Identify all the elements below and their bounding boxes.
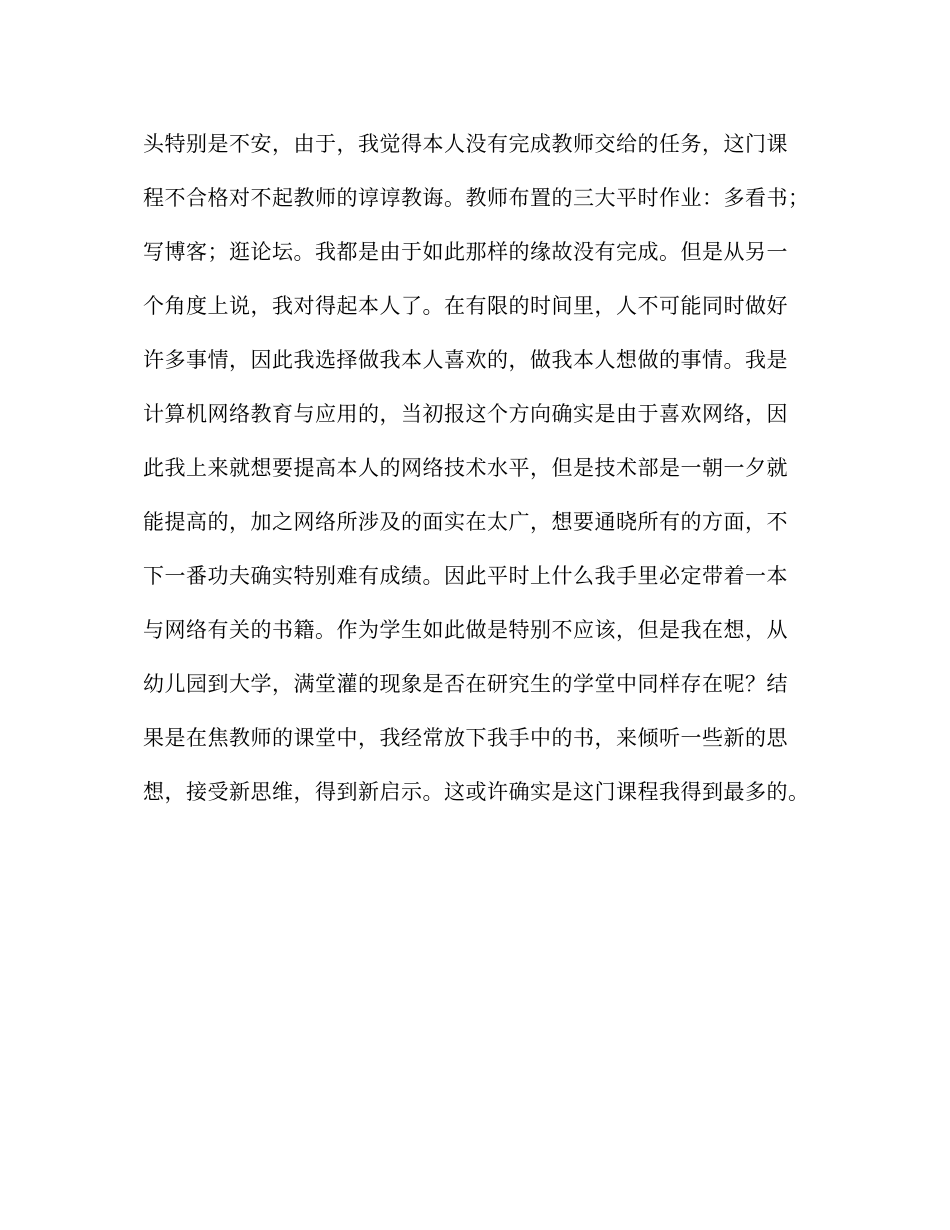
text-line: 果是在焦教师的课堂中，我经常放下我手中的书，来倾听一些新的思 xyxy=(143,726,788,750)
text-line: 许多事情，因此我选择做我本人喜欢的，做我本人想做的事情。我是 xyxy=(143,348,788,372)
text-line: 计算机网络教育与应用的，当初报这个方向确实是由于喜欢网络，因 xyxy=(143,402,788,426)
text-line: 下一番功夫确实特别难有成绩。因此平时上什么我手里必定带着一本 xyxy=(143,564,788,588)
text-line: 写博客；逛论坛。我都是由于如此那样的缘故没有完成。但是从另一 xyxy=(143,240,788,264)
text-line: 程不合格对不起教师的谆谆教诲。教师布置的三大平时作业：多看书； xyxy=(143,186,810,210)
text-line: 能提高的，加之网络所涉及的面实在太广，想要通晓所有的方面，不 xyxy=(143,510,788,534)
body-text xyxy=(143,121,843,823)
text-line: 与网络有关的书籍。作为学生如此做是特别不应该，但是我在想，从 xyxy=(143,618,788,642)
text-line: 幼儿园到大学，满堂灌的现象是否在研究生的学堂中同样存在呢？结 xyxy=(143,672,788,696)
text-line: 想，接受新思维，得到新启示。这或许确实是这门课程我得到最多的。 xyxy=(143,780,810,804)
text-line: 个角度上说，我对得起本人了。在有限的时间里，人不可能同时做好 xyxy=(143,294,788,318)
text-line: 此我上来就想要提高本人的网络技术水平，但是技术部是一朝一夕就 xyxy=(143,456,788,480)
text-line: 头特别是不安，由于，我觉得本人没有完成教师交给的任务，这门课 xyxy=(143,132,788,156)
